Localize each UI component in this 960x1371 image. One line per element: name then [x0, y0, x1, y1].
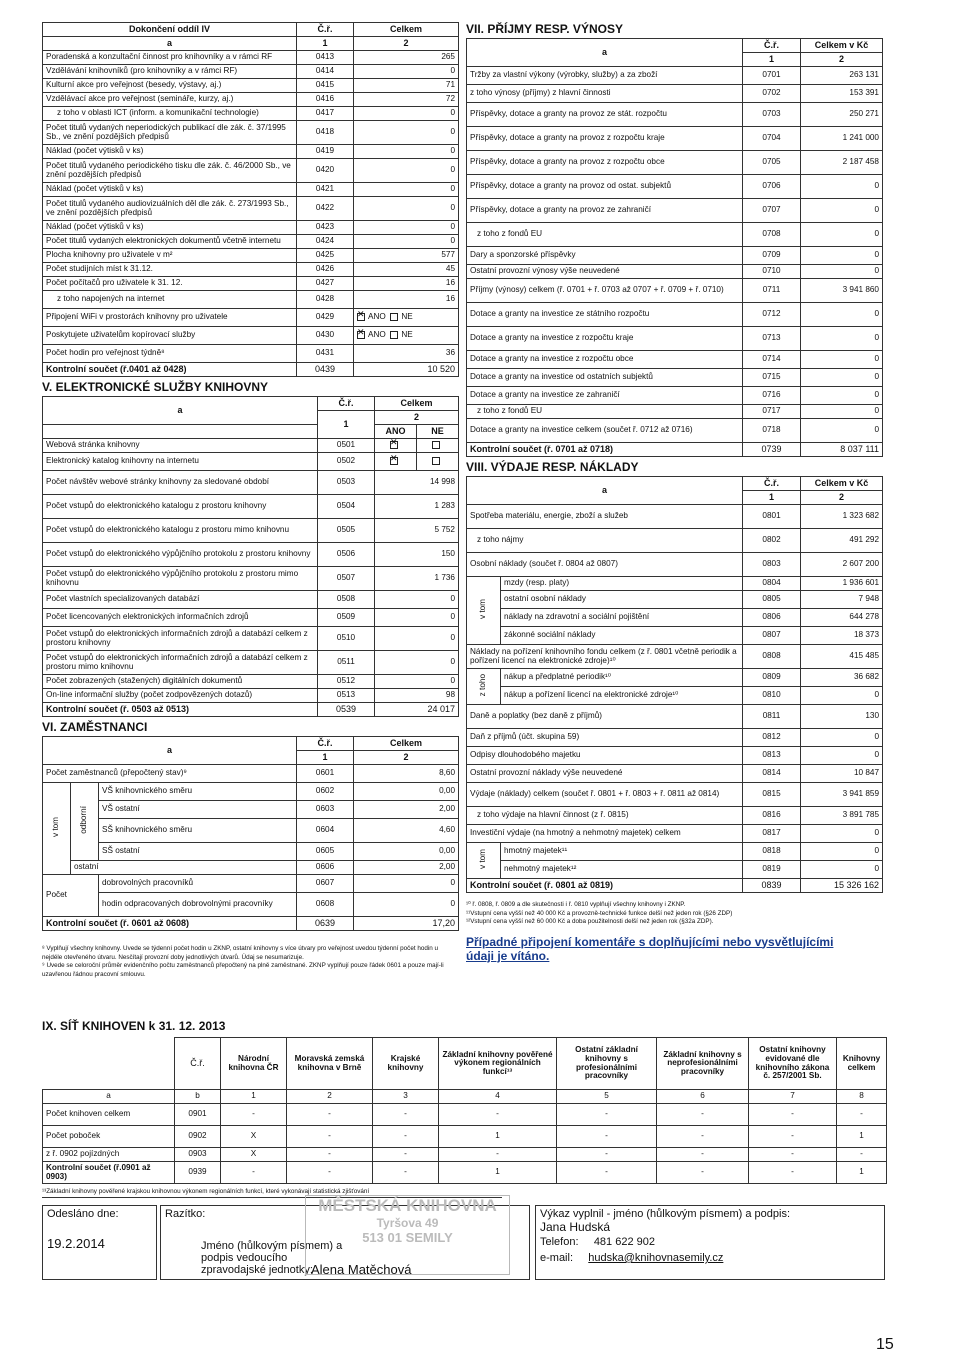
table-row: Kulturní akce pro veřejnost (besedy, výstavy, aj.) 0415 71 — [43, 79, 459, 93]
sent-date: 19.2.2014 — [47, 1236, 105, 1251]
table-row: z toho v oblasti ICT (inform. a komunikační technologie) 0417 0 — [43, 107, 459, 121]
table-row: SŠ knihovnického směru 0604 4,60 — [43, 819, 459, 843]
table-row: Počet studijních míst k 31.12. 0426 45 — [43, 263, 459, 277]
control-sum-row: Kontrolní součet (ř.0401 až 0428) 0439 10 520 — [43, 363, 459, 377]
section-vi-title: VI. ZAMĚSTNANCI — [42, 720, 148, 734]
control-sum-row: Kontrolní součet (ř. 0801 až 0819) 0839 15 326 162 — [467, 879, 883, 893]
odborni-label: odborní — [79, 806, 89, 835]
table-row: Náklad (počet výtisků v ks) 0419 0 — [43, 145, 459, 159]
table-row: SŠ ostatní 0605 0,00 — [43, 843, 459, 861]
table-row: Příspěvky, dotace a granty na provoz z rozpočtu obce 0705 2 187 458 — [467, 151, 883, 175]
table-row: nákup a pořízení licencí na elektronické zdroje¹⁰ 0810 0 — [467, 687, 883, 705]
table-row: Příspěvky, dotace a granty na provoz od ostat. subjektů 0706 0 — [467, 175, 883, 199]
checkbox-catalog-no[interactable] — [432, 457, 440, 465]
table-row: ostatní 0606 2,00 — [43, 861, 459, 875]
table-row: Elektronický katalog knihovny na internetu 0502 ✕ — [43, 453, 459, 471]
table-row: Tržby za vlastní výkony (výrobky, služby) a za zboží 0701 263 131 — [467, 67, 883, 85]
col-2: 2 — [354, 37, 459, 51]
table-row: zákonné sociální náklady 0807 18 373 — [467, 627, 883, 645]
table-row: Dotace a granty na investice z rozpočtu obce 0714 0 — [467, 351, 883, 369]
section-ix-table: Č.ř. Národní knihovna ČR Moravská zemská knihovna v Brně Krajské knihovny Základní knihovny pověřené výkonem regionálních funkcí¹³ Ostatní základní knihovny s profesionálními pracovníky Základní knihovny s neprofesionálními pracovníky Ostatní knihovny evidované dle knihovního zákona č. 257/2001 Sb. Knihovny celkem a b 1 2 3 4 5 6 7 8 Počet knihoven celkem 0901 - - - - - - - - Počet poboček 0902 X - - 1 - - - 1 z ř. 0902 pojízdných 0903 X - - - - - - - Kontrolní součet (ř.0901 až 0903) 0939 - - - 1 - - - 1 — [42, 1037, 887, 1184]
sent-date-box: Odesláno dne: 19.2.2014 — [42, 1205, 157, 1280]
table-row: Počet dobrovolných pracovníků 0607 0 — [43, 875, 459, 893]
control-sum-row: Kontrolní součet (ř. 0503 až 0513) 0539 24 017 — [43, 703, 459, 717]
table-row: Odpisy dlouhodobého majetku 0813 0 — [467, 747, 883, 765]
table-row: Počet vstupů do elektronických informačních zdrojů a databází celkem z prostoru knihovny 0510 0 — [43, 627, 459, 651]
checkbox-catalog-yes[interactable] — [390, 457, 398, 465]
table-row: Počet vstupů do elektronického výpůjčního protokolu z prostoru knihovny 0506 150 — [43, 543, 459, 567]
table-row: Daň z příjmů (účt. skupina 59) 0812 0 — [467, 729, 883, 747]
col-1: 1 — [297, 37, 354, 51]
table-row: Dotace a granty na investice ze státního rozpočtu 0712 0 — [467, 303, 883, 327]
footnotes-right: ¹⁰ ř. 0808, ř. 0809 a dle skutečnosti i ř. 0810 vyplňují všechny knihovny i ZKNP. ¹¹Vstupní cena vyšší než 40 000 Kč a provozně-technické funkce delší než jeden rok (§26 ZDP) ¹²Vstupní cena vyšší než 60 000 Kč a doba použitelnosti delší než jeden rok (§32a ZDP). — [466, 901, 733, 925]
table-row: Příspěvky, dotace a granty na provoz ze zahraničí 0707 0 — [467, 199, 883, 223]
table-row: z toho z fondů EU 0717 0 — [467, 405, 883, 419]
table-row: z toho výdaje na hlavní činnost (z ř. 0815) 0816 3 891 785 — [467, 807, 883, 825]
control-sum-row: Kontrolní součet (ř. 0701 až 0718) 0739 8 037 111 — [467, 443, 883, 457]
checkbox-copy-yes[interactable] — [357, 331, 365, 339]
section-vii-table: a Č.ř. Celkem v Kč 1 2 Tržby za vlastní výkony (výrobky, služby) a za zboží 0701 263 131 z toho výnosy (příjmy) z hlavní činnosti 0702 153 391 Příspěvky, dotace a granty na provoz ze stát. rozpočtu 0703 250 271 Příspěvky, dotace a granty na provoz z rozpočtu kraje 0704 1 241 000 Příspěvky, dotace a granty na provoz z rozpočtu obce 0705 2 187 458 Příspěvky, dotace a granty na provoz od ostat. subjektů 0706 0 Příspěvky, dotace a granty na provoz ze zahraničí 0707 0 z toho z fondů EU 0708 0 Dary a sponzorské příspěvky 0709 0 Ostatní provozní výnosy výše neuvedené 0710 0 Příjmy (výnosy) celkem (ř. 0701 + ř. 0703 až 0707 + ř. 0709 + ř. 0710) 0711 3 941 860 Dotace a granty na investice ze státního rozpočtu 0712 0 Dotace a granty na investice z rozpočtu kraje 0713 0 Dotace a granty na investice z rozpočtu obce 0714 0 Dotace a granty na investice od ostatních subjektů 0715 0 Dotace a granty na investice ze zahraničí 0716 0 z toho z fondů EU 0717 0 Dotace a granty na investice celkem (součet ř. 0712 až 0716) 0718 0 Kontrolní součet (ř. 0701 až 0718) 0739 8 037 111 — [466, 38, 883, 457]
table-row: Osobní náklady (součet ř. 0804 až 0807) 0803 2 607 200 — [467, 553, 883, 577]
table-row: Počet vstupů do elektronického katalogu z prostoru mimo knihovnu 0505 5 752 — [43, 519, 459, 543]
table-row: VŠ ostatní 0603 2,00 — [43, 801, 459, 819]
email-link[interactable]: hudska@knihovnasemily.cz — [588, 1252, 724, 1264]
col-a: a — [43, 37, 297, 51]
table-row: Dotace a granty na investice od ostatních subjektů 0715 0 — [467, 369, 883, 387]
table-row: On-line informační služby (počet zodpovězených dotazů) 0513 98 — [43, 689, 459, 703]
table-row: Vzdělávací akce pro veřejnost (semináře, kurzy, aj.) 0416 72 — [43, 93, 459, 107]
section-ix — [42, 1016, 886, 1198]
table-row: v tom odborní VŠ knihovnického směru 0602 0,00 — [43, 783, 459, 801]
filled-name: Jana Hudská — [540, 1220, 611, 1234]
checkbox-wifi-no[interactable] — [390, 313, 398, 321]
library-stamp: MĚSTSKÁ KNIHOVNA Tyršova 49 513 01 SEMILY — [305, 1195, 510, 1275]
checkbox-wifi-yes[interactable] — [357, 313, 365, 321]
table-row: Počet vlastních specializovaných databází 0508 0 — [43, 591, 459, 609]
control-sum-row: Kontrolní součet (ř. 0601 až 0608) 0639 17,20 — [43, 917, 459, 931]
table-row: z toho nákup a předplatné periodik¹⁰ 0809 36 682 — [467, 669, 883, 687]
right-column — [466, 22, 882, 963]
table-row: v tom hmotný majetek¹¹ 0818 0 — [467, 843, 883, 861]
table-row: Počet návštěv webové stránky knihovny za sledované období 0503 14 998 — [43, 471, 459, 495]
section-iv-table — [42, 22, 459, 377]
table-row: Spotřeba materiálu, energie, zboží a služeb 0801 1 323 682 — [467, 505, 883, 529]
page-number: 15 — [876, 1336, 894, 1353]
table-row: Plocha knihovny pro uživatele v m² 0425 577 — [43, 249, 459, 263]
section-vi-table: a Č.ř. Celkem 1 2 Počet zaměstnanců (přepočtený stav)⁹ 0601 8,60 v tom odborní VŠ knihovnického směru 0602 0,00 VŠ ostatní 0603 2,00 SŠ knihovnického směru 0604 4,60 SŠ ostatní 0605 0,00 ostatní 0606 2,00 Počet dobrovolných pracovníků 0607 0 hodin odpracovaných dobrovolnými pracovníky 0608 0 Kontrolní součet (ř. 0601 až 0608) 0639 17,20 — [42, 736, 459, 931]
table-row: nehmotný majetek¹² 0819 0 — [467, 861, 883, 879]
checkbox-web-yes[interactable] — [390, 441, 398, 449]
control-sum-row: Kontrolní součet (ř.0901 až 0903) 0939 - - - 1 - - - 1 — [43, 1162, 887, 1184]
table-row: ostatní osobní náklady 0805 7 948 — [467, 591, 883, 609]
checkbox-web-no[interactable] — [432, 441, 440, 449]
table-row: Webová stránka knihovny 0501 ✕ — [43, 439, 459, 453]
footnote-13: ¹³Základní knihovny pověřené krajskou knihovnou výkonem regionálních funkcí, které vykonávají statistická zjišťování — [42, 1188, 502, 1198]
col-total: Celkem — [354, 23, 459, 37]
table-row: Počet zaměstnanců (přepočtený stav)⁹ 0601 8,60 — [43, 765, 459, 783]
table-row: Počet hodin pro veřejnost týdně⁸ 0431 36 — [43, 345, 459, 363]
table-row: z ř. 0902 pojízdných 0903 X - - - - - - - — [43, 1148, 887, 1162]
table-row: Příspěvky, dotace a granty na provoz ze stát. rozpočtu 0703 250 271 — [467, 103, 883, 127]
table-row: Připojení WiFi v prostorách knihovny pro uživatele 0429 ✕ ANO NE — [43, 309, 459, 327]
footnotes-left: ⁸ Vyplňují všechny knihovny. Uvede se týdenní počet hodin u ZKNP, ostatní knihovny s více útvary pro veřejnost uvedou týdenní počet hodin u nejdéle otevřeného útvaru. Nesčítají provozní doby jednotlivých útvarů. Údaj se nesumarizuje. ⁹ Uvede se celoroční průměr evidenčního počtu zaměstnanců přepočtený na plně zaměstnané. ZKNP vyplňují pouze řádek 0601 a pouze mají-li uzavřenou řádnou pracovní smlouvu. — [42, 945, 444, 978]
section-v-title: V. ELEKTRONICKÉ SLUŽBY KNIHOVNY — [42, 380, 269, 394]
section-viii-title: VIII. VÝDAJE RESP. NÁKLADY — [466, 460, 639, 474]
table-row: z toho napojených na internet 0428 16 — [43, 291, 459, 309]
table-row: Počet poboček 0902 X - - 1 - - - 1 — [43, 1126, 887, 1148]
table-row: Ostatní provozní náklady výše neuvedené 0814 10 847 — [467, 765, 883, 783]
section-iv-title: Dokončení oddíl IV — [43, 23, 297, 37]
table-row: Dotace a granty na investice ze zahraničí 0716 0 — [467, 387, 883, 405]
table-row: Dary a sponzorské příspěvky 0709 0 — [467, 247, 883, 265]
table-row: Počet knihoven celkem 0901 - - - - - - - - — [43, 1104, 887, 1126]
comment-note: Případné připojení komentáře s doplňujícími nebo vysvětlujícími údaji je vítáno. — [466, 934, 834, 963]
section-viii-table: a Č.ř. Celkem v Kč 1 2 Spotřeba materiálu, energie, zboží a služeb 0801 1 323 682 z toho nájmy 0802 491 292 Osobní náklady (součet ř. 0804 až 0807) 0803 2 607 200 v tom mzdy (resp. platy) 0804 1 936 601 ostatní osobní náklady 0805 7 948 náklady na zdravotní a sociální pojištění 0806 644 278 zákonné sociální náklady 0807 18 373 Náklady na pořízení knihovního fondu celkem (z ř. 0801 včetně periodik a pořízení licencí na elektronické zdroje)¹⁰ 0808 415 485 z toho nákup a předplatné periodik¹⁰ 0809 36 682 nákup a pořízení licencí na elektronické zdroje¹⁰ 0810 0 Daně a poplatky (bez daně z příjmů) 0811 130 Daň z příjmů (účt. skupina 59) 0812 0 Odpisy dlouhodobého majetku 0813 0 Ostatní provozní náklady výše neuvedené 0814 10 847 Výdaje (náklady) celkem (součet ř. 0801 + ř. 0803 + ř. 0811 až 0814) 0815 3 941 859 z toho výdaje na hlavní činnost (z ř. 0815) 0816 3 891 785 Investiční výdaje (na hmotný a nehmotný majetek) celkem 0817 0 v tom hmotný majetek¹¹ 0818 0 nehmotný majetek¹² 0819 0 Kontrolní součet (ř. 0801 až 0819) 0839 15 326 162 — [466, 476, 883, 893]
table-row: náklady na zdravotní a sociální pojištění 0806 644 278 — [467, 609, 883, 627]
table-row: hodin odpracovaných dobrovolnými pracovníky 0608 0 — [43, 893, 459, 917]
v-tom-label: v tom — [478, 849, 488, 870]
v-tom-label: v tom — [51, 817, 61, 838]
table-row: Počet titulů vydaných elektronických dokumentů včetně internetu 0424 0 — [43, 235, 459, 249]
left-column — [42, 22, 458, 979]
table-row: Náklad (počet výtisků v ks) 0421 0 — [43, 183, 459, 197]
table-row: Investiční výdaje (na hmotný a nehmotný majetek) celkem 0817 0 — [467, 825, 883, 843]
table-row: Příspěvky, dotace a granty na provoz z rozpočtu kraje 0704 1 241 000 — [467, 127, 883, 151]
filled-box: Výkaz vyplnil - jméno (hůlkovým písmem) a podpis: Jana Hudská Telefon: 481 622 902 e-mail: hudska@knihovnasemily.cz — [535, 1205, 885, 1280]
table-row: Náklad (počet výtisků v ks) 0423 0 — [43, 221, 459, 235]
col-cr: Č.ř. — [297, 23, 354, 37]
checkbox-copy-no[interactable] — [390, 331, 398, 339]
table-row: Počet zobrazených (stažených) digitálních dokumentů 0512 0 — [43, 675, 459, 689]
table-row: Počet titulů vydaných neperiodických publikací dle zák. č. 37/1995 Sb., ve znění pozdějších předpisů 0418 0 — [43, 121, 459, 145]
z-toho-label: z toho — [478, 674, 488, 697]
v-tom-label: v tom — [478, 599, 488, 620]
table-row: z toho výnosy (příjmy) z hlavní činnosti 0702 153 391 — [467, 85, 883, 103]
section-vii-title: VII. PŘÍJMY RESP. VÝNOSY — [466, 22, 623, 36]
section-ix-title: IX. SÍŤ KNIHOVEN k 31. 12. 2013 — [42, 1019, 226, 1033]
stamp-box: Razítko: Jméno (hůlkovým písmem) a podpis vedoucího zpravodajské jednotky: Alena Matěchová — [160, 1205, 530, 1280]
table-row: Výdaje (náklady) celkem (součet ř. 0801 + ř. 0803 + ř. 0811 až 0814) 0815 3 941 859 — [467, 783, 883, 807]
table-row: v tom mzdy (resp. platy) 0804 1 936 601 — [467, 577, 883, 591]
section-v-table: a Č.ř. Celkem 1 2 ANO NE Webová stránka knihovny 0501 ✕ Elektronický katalog knihovny na internetu 0502 ✕ Počet návštěv webové stránky knihovny za sledované období 0503 14 998 Počet vstupů do elektronického katalogu z prostoru knihovny 0504 1 283 Počet vstupů do elektronického katalogu z prostoru mimo knihovnu 0505 5 752 Počet vstupů do elektronického výpůjčního protokolu z prostoru knihovny 0506 150 Počet vstupů do elektronického výpůjčního protokolu z prostoru mimo knihovnu 0507 1 736 Počet vlastních specializovaných databází 0508 0 Počet licencovaných elektronických informačních zdrojů 0509 0 Počet vstupů do elektronických informačních zdrojů a databází celkem z prostoru knihovny 0510 0 Počet vstupů do elektronických informačních zdrojů a databází celkem z prostoru mimo knihovnu 0511 0 Počet zobrazených (stažených) digitálních dokumentů 0512 0 On-line informační služby (počet zodpovězených dotazů) 0513 98 Kontrolní součet (ř. 0503 až 0513) 0539 24 017 — [42, 396, 459, 717]
head-name: Alena Matěchová — [311, 1262, 412, 1277]
table-row: Dotace a granty na investice z rozpočtu kraje 0713 0 — [467, 327, 883, 351]
table-row: Počet titulů vydaného audiovizuálních děl dle zák. č. 273/1993 Sb., ve znění pozdějších předpisů 0422 0 — [43, 197, 459, 221]
table-row: z toho z fondů EU 0708 0 — [467, 223, 883, 247]
table-row: Náklady na pořízení knihovního fondu celkem (z ř. 0801 včetně periodik a pořízení licencí na elektronické zdroje)¹⁰ 0808 415 485 — [467, 645, 883, 669]
table-row: Daně a poplatky (bez daně z příjmů) 0811 130 — [467, 705, 883, 729]
table-row: Počet počítačů pro uživatele k 31. 12. 0427 16 — [43, 277, 459, 291]
table-row: Ostatní provozní výnosy výše neuvedené 0710 0 — [467, 265, 883, 279]
table-row: Počet vstupů do elektronického katalogu z prostoru knihovny 0504 1 283 — [43, 495, 459, 519]
table-row: Vzdělávání knihovníků (pro knihovníky a v rámci RF) 0414 0 — [43, 65, 459, 79]
table-row: z toho nájmy 0802 491 292 — [467, 529, 883, 553]
table-row: Příjmy (výnosy) celkem (ř. 0701 + ř. 0703 až 0707 + ř. 0709 + ř. 0710) 0711 3 941 860 — [467, 279, 883, 303]
table-row: Počet titulů vydaného periodického tisku dle zák. č. 46/2000 Sb., ve znění pozdějších předpisů 0420 0 — [43, 159, 459, 183]
table-row: Dotace a granty na investice celkem (součet ř. 0712 až 0716) 0718 0 — [467, 419, 883, 443]
table-row: Počet licencovaných elektronických informačních zdrojů 0509 0 — [43, 609, 459, 627]
table-row: Počet vstupů do elektronického výpůjčního protokolu z prostoru mimo knihovnu 0507 1 736 — [43, 567, 459, 591]
table-row: Poradenská a konzultační činnost pro knihovníky a v rámci RF 0413 265 — [43, 51, 459, 65]
phone: 481 622 902 — [593, 1236, 655, 1248]
table-row: Poskytujete uživatelům kopírovací služby 0430 ✕ ANO NE — [43, 327, 459, 345]
table-row: Počet vstupů do elektronických informačních zdrojů a databází celkem z prostoru mimo knihovnu 0511 0 — [43, 651, 459, 675]
